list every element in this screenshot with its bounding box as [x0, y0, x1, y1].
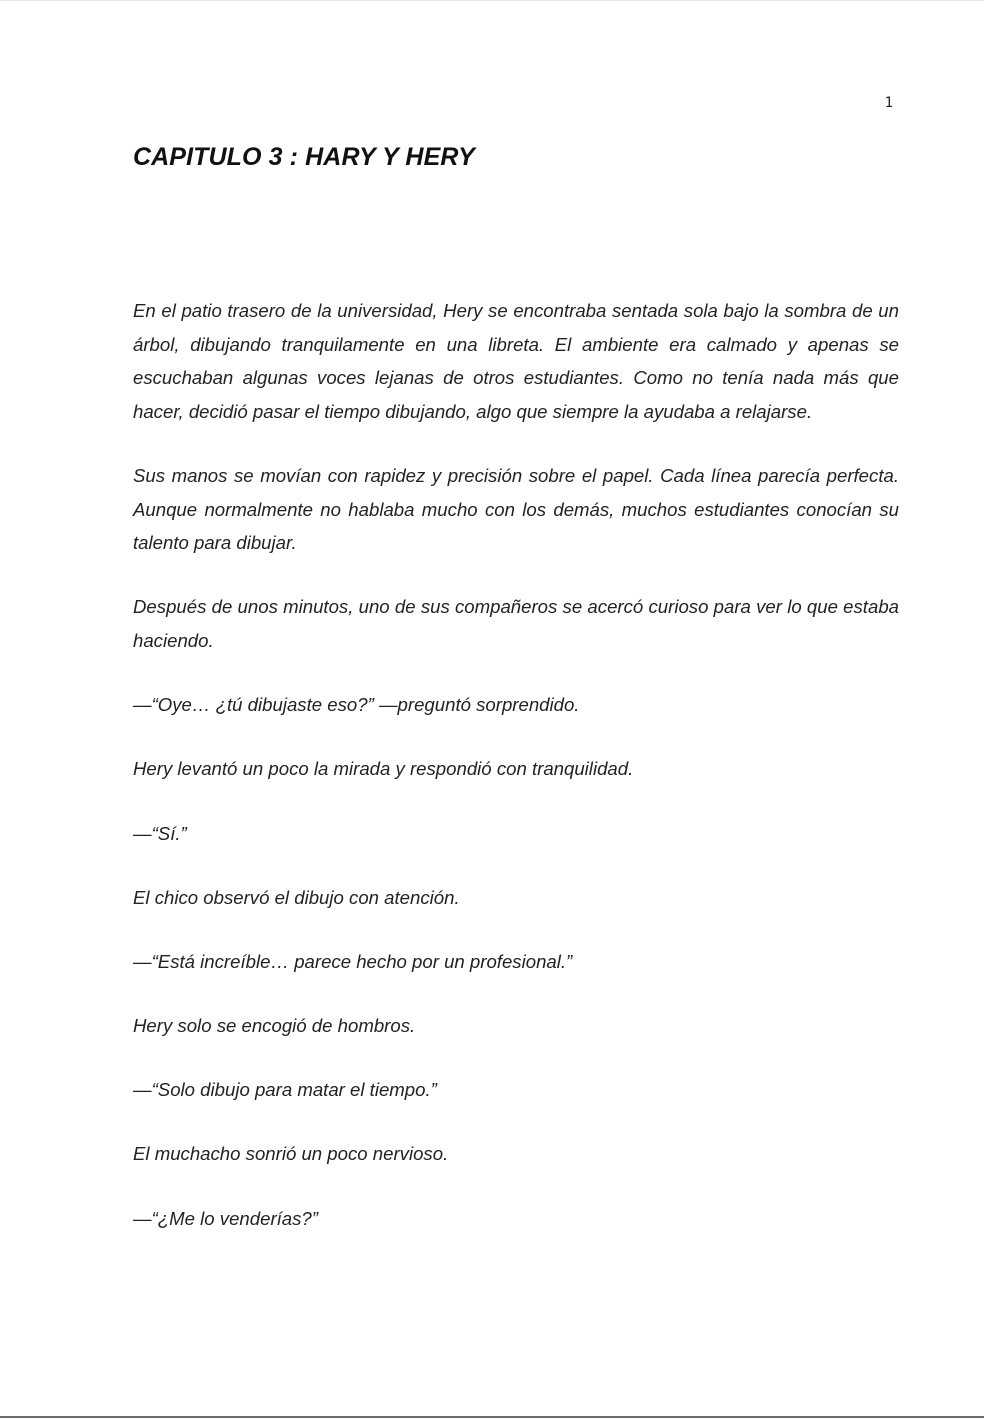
dialogue-line-3: —“Está increíble… parece hecho por un profesional.” [133, 950, 573, 972]
dialogue-line-5: —“¿Me lo venderías?” [133, 1207, 318, 1229]
chapter-body [133, 294, 899, 1266]
paragraph-1: En el patio trasero de la universidad, Hery se encontraba sentada sola bajo la sombra de un árbol, dibujando tranquilamente en una libreta. El ambiente era calmado y apenas se escuchaban algunas voces lejanas de otros estudiantes. Como no tenía nada más que hacer, decidió pasar el tiempo dibujando, algo que siempre la ayudaba a relajarse. [133, 300, 899, 422]
chapter-title: CAPITULO 3 : HARY Y HERY [133, 143, 475, 171]
dialogue-line-2: —“Sí.” [133, 822, 187, 844]
page-number: 1 [884, 95, 893, 111]
paragraph-5: El chico observó el dibujo con atención. [133, 886, 460, 908]
paragraph-4: Hery levantó un poco la mirada y respondió con tranquilidad. [133, 758, 634, 780]
paragraph-2: Sus manos se movían con rapidez y precisión sobre el papel. Cada línea parecía perfecta. Aunque normalmente no hablaba mucho con los demás, muchos estudiantes conocían su talento para dibujar. [133, 464, 899, 554]
paragraph-3: Después de unos minutos, uno de sus compañeros se acercó curioso para ver lo que estaba haciendo. [133, 596, 899, 651]
paragraph-7: El muchacho sonrió un poco nervioso. [133, 1143, 449, 1165]
dialogue-line-1: —“Oye… ¿tú dibujaste eso?” —preguntó sorprendido. [133, 694, 580, 716]
dialogue-line-4: —“Solo dibujo para matar el tiempo.” [133, 1079, 437, 1101]
paragraph-6: Hery solo se encogió de hombros. [133, 1015, 416, 1037]
